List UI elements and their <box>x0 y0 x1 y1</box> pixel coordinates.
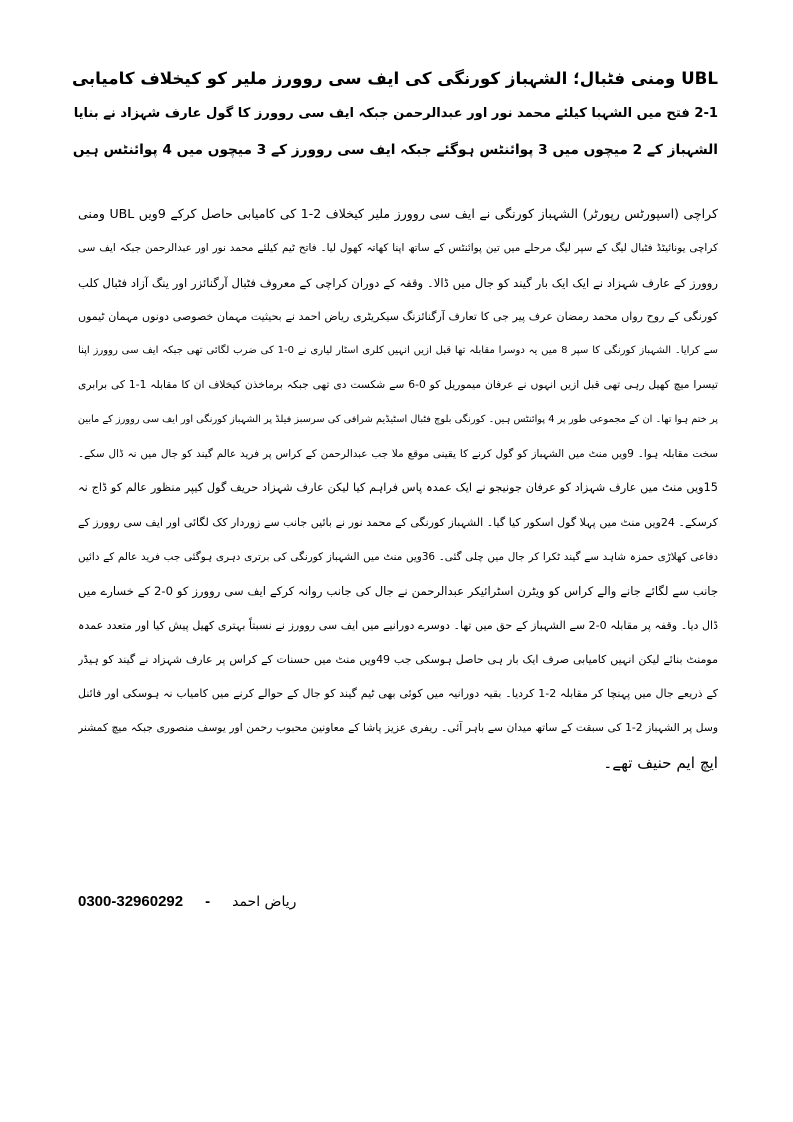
body-line: سے کرایا۔ الشہباز کورنگی کا سپر 8 میں یہ دوسرا مقابلہ تھا قبل ازیں انہیں کلری اسٹار لیاری نے 0-1 کی ضرب لگائی تھی جبکہ ایف سی روورز اپنا <box>78 345 718 357</box>
signature-line <box>78 893 296 910</box>
body-line: وسل پر الشہباز 2-1 کی سبقت کے ساتھ میدان سے باہر آئی۔ ریفری عزیز پاشا کے معاونین محبوب رحمن اور یوسف منصوری جبکہ میچ کمشنر <box>78 721 718 735</box>
headline-main: UBL ومنی فٹبال؛ الشہباز کورنگی کی ایف سی روورز ملیر کو کیخلاف کامیابی <box>72 68 718 88</box>
contact-phone: 0300-32960292 <box>78 893 184 910</box>
body-line: سخت مقابلہ ہوا۔ 9ویں منٹ میں الشہباز کو گول کرنے کا یقینی موقع ملا جب عبدالرحمن کے کراس پر فرید عالم گیند کو جال میں نہ ڈال سکے۔ <box>78 448 718 461</box>
headline-sub-2: الشہباز کے 2 میچوں میں 3 پوائنٹس ہوگئے جبکہ ایف سی روورز کے 3 میچوں میں 4 پوائنٹس ہیں <box>72 142 718 158</box>
body-line: جانب سے لگائے جانے والے کراس کو ویٹرن اسٹرائیکر عبدالرحمن نے جال کی جانب روانہ کرکے ایف سی روورز کو 0-2 کے خسارے میں <box>78 584 718 599</box>
headline-sub-1: 2-1 فتح میں الشہبا کیلئے محمد نور اور عبدالرحمن جبکہ ایف سی روورز کا گول عارف شہزاد نے بنایا <box>73 106 718 121</box>
body-line: کے ذریعے جال میں پہنچا کر مقابلہ 2-1 کردیا۔ بقیہ دورانیہ میں کوئی بھی ٹیم گیند کو جال کے حوالے کرنے میں کامیاب نہ ہوسکی اور فائنل <box>78 687 718 701</box>
body-line: کراچی یونائیٹڈ فٹبال لیگ کے سپر لیگ مرحلے میں تین پوائنٹس کے ساتھ اپنا کھاتہ کھول لیا۔ فاتح ٹیم کیلئے محمد نور اور عبدالرحمن جبکہ ایف سی <box>78 242 718 255</box>
body-line: پر ختم ہوا تھا۔ ان کے مجموعی طور پر 4 پوائنٹس ہیں۔ کورنگی بلوچ فٹبال اسٹیڈیم شرافی کی سرسبز فیلڈ پر الشہباز کورنگی اور ایف سی روورز کے مابین <box>78 413 718 425</box>
author-name: ریاض احمد <box>232 893 297 910</box>
body-line: تیسرا میچ کھیل رہی تھی قبل ازیں انہوں نے عرفان میموریل کو 0-6 سے شکست دی تھی جبکہ برماخذن کیخلاف ان کا مقابلہ 1-1 کی برابری <box>78 378 718 392</box>
headline-block <box>68 60 718 168</box>
body-line: کراچی (اسپورٹس رپورٹر) الشہباز کورنگی نے ایف سی روورز ملیر کیخلاف 2-1 کی کامیابی حاصل کرکے 9ویں UBL ومنی <box>78 206 718 221</box>
body-line: کورنگی کے روح رواں محمد رمضان عرف پیر جی کا تعارف آرگنائزنگ سیکریٹری ریاض احمد نے بحیثیت مہمان خصوصی دونوں مہمان ٹیموں <box>78 309 718 323</box>
body-line: ڈال دیا۔ وقفہ پر مقابلہ 0-2 سے الشہباز کے حق میں تھا۔ دوسرے دورانیے میں ایف سی روورز نے نسبتاً بہتری کھیل پیش کیا اور متعدد عمدہ <box>78 618 718 632</box>
body-line: مومنٹ بنائے لیکن انہیں کامیابی صرف ایک بار ہی حاصل ہوسکی جب 49ویں منٹ میں حسنات کے کراس پر عارف شہزاد نے گیند کو ہیڈر <box>78 652 718 666</box>
body-line-final: ایچ ایم حنیف تھے۔ <box>603 753 718 772</box>
body-line: 15ویں منٹ میں عارف شہزاد کو عرفان جونیجو نے ایک عمدہ پاس فراہم کیا لیکن عارف شہزاد حریف گول کیپر منظور عالم کو ڈاج نہ <box>78 481 718 495</box>
body-line: روورز کے عارف شہزاد نے ایک ایک بار گیند کو جال میں ڈالا۔ وقفہ کے دوران کراچی کے معروف فٹبال آرگنائزر اور ینگ آزاد فٹبال کلب <box>78 275 718 290</box>
article-body <box>78 197 718 780</box>
signature-separator: - <box>205 893 211 910</box>
body-line: کرسکے۔ 24ویں منٹ میں پہلا گول اسکور کیا گیا۔ الشہباز کورنگی کے محمد نور نے بائیں جانب سے زوردار کک لگائی اور ایف سی روورز کے <box>78 515 718 529</box>
body-line: دفاعی کھلاڑی حمزہ شاہد سے گیند ٹکرا کر جال میں چلی گئی۔ 36ویں منٹ میں الشہباز کورنگی کی برتری دہری ہوگئی جب فرید عالم کے دائیں <box>78 550 718 563</box>
